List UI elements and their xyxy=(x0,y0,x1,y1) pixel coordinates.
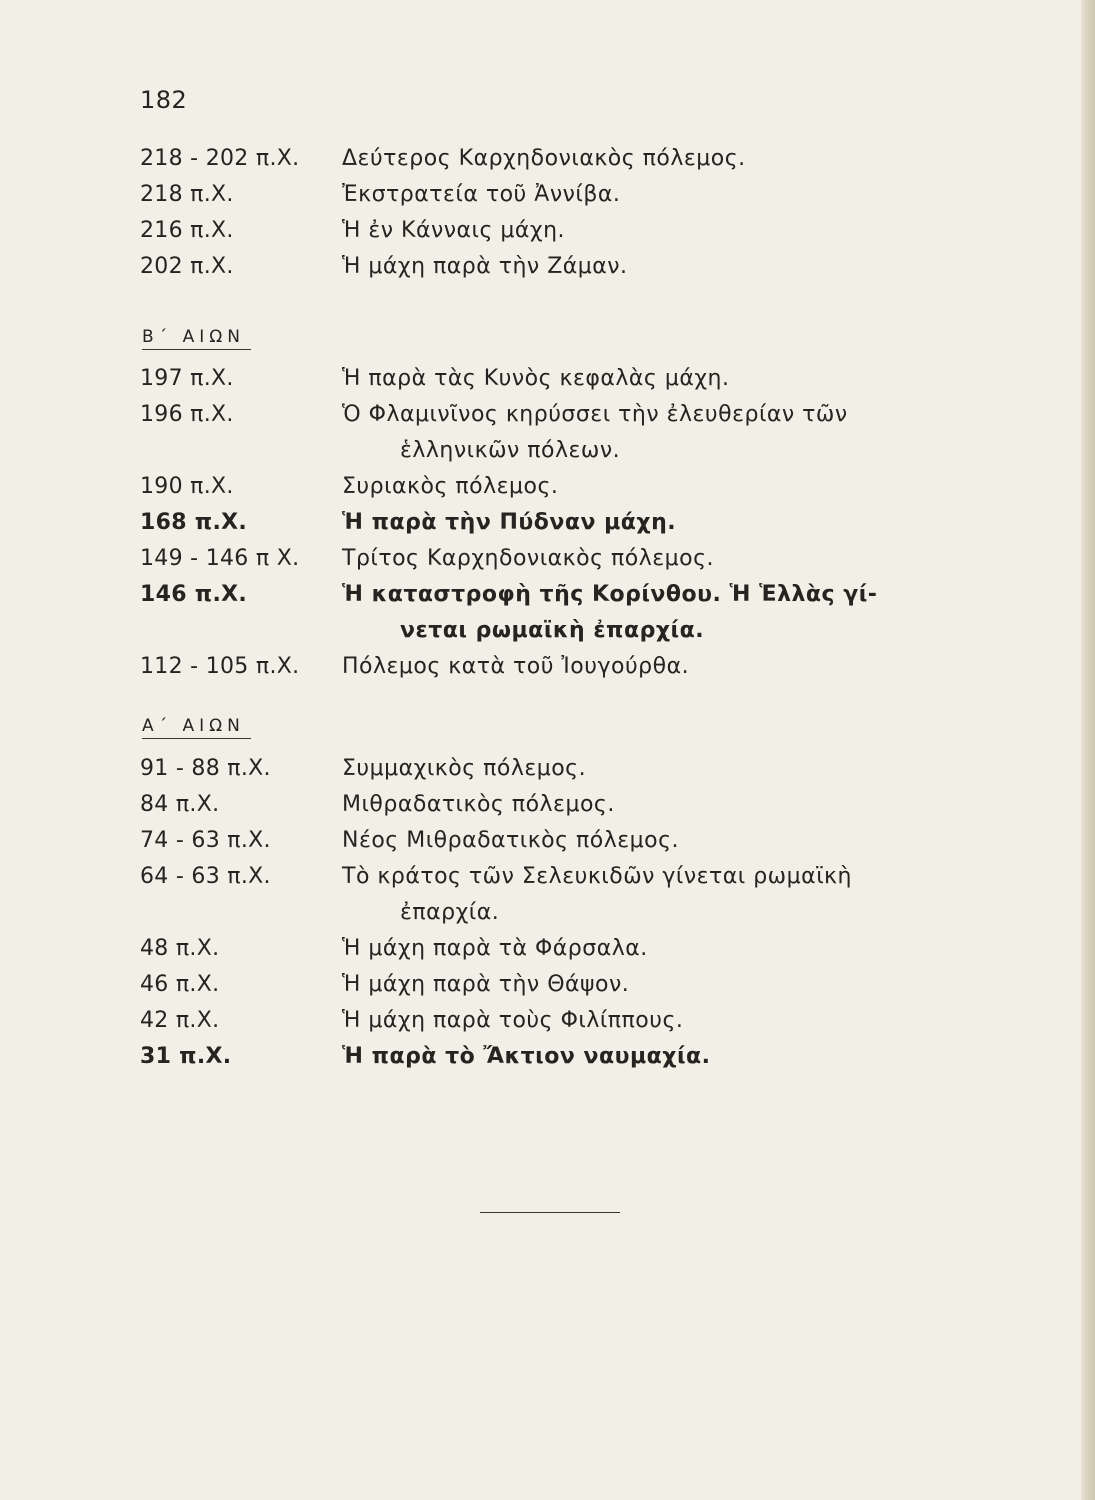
entry-date: 216 π.Χ. xyxy=(140,218,234,243)
chronology-entry xyxy=(0,1039,1095,1075)
entry-event: Ἡ παρὰ τὰς Κυνὸς κεφαλὰς μάχη. xyxy=(342,366,730,391)
chronology-entry xyxy=(0,823,1095,859)
entry-date: 146 π.Χ. xyxy=(140,582,248,607)
entry-event: Ἐκστρατεία τοῦ Ἀννίβα. xyxy=(342,182,621,207)
chronology-entry xyxy=(0,649,1095,685)
chronology-entry xyxy=(0,249,1095,285)
chronology-group-2 xyxy=(0,361,1095,685)
entry-date: 31 π.Χ. xyxy=(140,1044,232,1069)
entry-event: Συριακὸς πόλεμος. xyxy=(342,474,559,499)
chronology-group-1 xyxy=(0,141,1095,285)
entry-event: Ἡ μάχη παρὰ τὴν Ζάμαν. xyxy=(342,254,628,279)
entry-event: Ἡ μάχη παρὰ τὰ Φάρσαλα. xyxy=(342,936,648,961)
entry-date: 64 - 63 π.Χ. xyxy=(140,864,271,889)
entry-event: Ἡ παρὰ τὴν Πύδναν μάχη. xyxy=(342,510,677,535)
chronology-entry xyxy=(0,787,1095,823)
entry-date: 112 - 105 π.Χ. xyxy=(140,654,300,679)
entry-date: 42 π.Χ. xyxy=(140,1008,220,1033)
entry-event: Πόλεμος κατὰ τοῦ Ἰουγούρθα. xyxy=(342,654,690,679)
entry-event: Ἡ μάχη παρὰ τοὺς Φιλίππους. xyxy=(342,1008,684,1033)
entry-event: Νέος Μιθραδατικὸς πόλεμος. xyxy=(342,828,680,853)
entry-date: 48 π.Χ. xyxy=(140,936,220,961)
entry-date: 168 π.Χ. xyxy=(140,510,248,535)
entry-event: Συμμαχικὸς πόλεμος. xyxy=(342,756,587,781)
entry-date: 84 π.Χ. xyxy=(140,792,220,817)
entry-event: Μιθραδατικὸς πόλεμος. xyxy=(342,792,615,817)
chronology-entry xyxy=(0,967,1095,1003)
chronology-entry xyxy=(0,859,1095,931)
chronology-entry xyxy=(0,541,1095,577)
entry-date: 91 - 88 π.Χ. xyxy=(140,756,271,781)
entry-event: Ἡ παρὰ τὸ Ἄκτιον ναυμαχία. xyxy=(342,1044,711,1069)
chronology-entry xyxy=(0,577,1095,649)
chronology-entry xyxy=(0,141,1095,177)
end-rule xyxy=(480,1212,620,1213)
page-number: 182 xyxy=(140,86,188,114)
chronology-entry xyxy=(0,751,1095,787)
century-heading-a: Α΄ ΑΙΩΝ xyxy=(142,716,251,739)
entry-event: Τὸ κράτος τῶν Σελευκιδῶν γίνεται ρωμαϊκὴ ἐπαρχία. xyxy=(342,864,852,925)
chronology-entry xyxy=(0,213,1095,249)
entry-date: 218 - 202 π.Χ. xyxy=(140,146,300,171)
entry-event: Ἡ ἐν Κάνναις μάχη. xyxy=(342,218,566,243)
chronology-entry xyxy=(0,1003,1095,1039)
century-heading-b: Β΄ ΑΙΩΝ xyxy=(142,327,251,350)
entry-event: Ὁ Φλαμινῖνος κηρύσσει τὴν ἐλευθερίαν τῶν ἑλληνικῶν πόλεων. xyxy=(342,402,848,463)
entry-event: Δεύτερος Καρχηδονιακὸς πόλεμος. xyxy=(342,146,746,171)
chronology-entry xyxy=(0,177,1095,213)
entry-date: 218 π.Χ. xyxy=(140,182,234,207)
entry-event: Τρίτος Καρχηδονιακὸς πόλεμος. xyxy=(342,546,714,571)
entry-event: Ἡ καταστροφὴ τῆς Κορίνθου. Ἡ Ἑλλὰς γί- νεται ρωμαϊκὴ ἐπαρχία. xyxy=(342,582,878,643)
entry-date: 46 π.Χ. xyxy=(140,972,220,997)
entry-date: 190 π.Χ. xyxy=(140,474,234,499)
chronology-entry xyxy=(0,931,1095,967)
entry-date: 197 π.Χ. xyxy=(140,366,234,391)
entry-date: 196 π.Χ. xyxy=(140,402,234,427)
entry-date: 149 - 146 π Χ. xyxy=(140,546,300,571)
chronology-entry xyxy=(0,505,1095,541)
chronology-entry xyxy=(0,361,1095,397)
chronology-entry xyxy=(0,397,1095,469)
entry-date: 74 - 63 π.Χ. xyxy=(140,828,271,853)
chronology-entry xyxy=(0,469,1095,505)
entry-event: Ἡ μάχη παρὰ τὴν Θάψον. xyxy=(342,972,630,997)
entry-date: 202 π.Χ. xyxy=(140,254,234,279)
chronology-group-3 xyxy=(0,751,1095,1075)
